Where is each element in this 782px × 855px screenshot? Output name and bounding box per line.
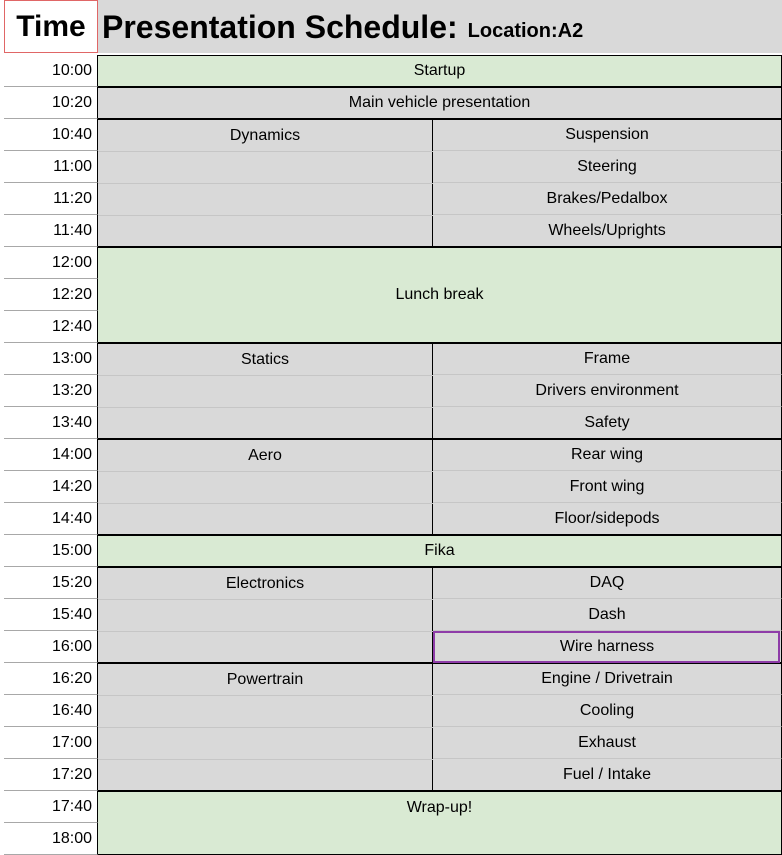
time-cell-text: 15:20 — [51, 573, 92, 591]
time-cell[interactable] — [4, 663, 98, 695]
topic-cell-text: Wire harness — [559, 637, 655, 655]
topic-cell-text: Cooling — [579, 701, 635, 719]
time-cell[interactable] — [4, 279, 98, 311]
header-title-cell[interactable] — [98, 0, 782, 53]
merged-session-cell[interactable] — [98, 55, 782, 87]
merged-session-cell[interactable] — [98, 247, 782, 343]
topic-cell[interactable] — [433, 695, 782, 727]
time-cell[interactable] — [4, 151, 98, 183]
time-cell[interactable] — [4, 599, 98, 631]
time-cell[interactable] — [4, 215, 98, 247]
time-cell[interactable] — [4, 727, 98, 759]
time-cell-text: 13:00 — [51, 349, 92, 367]
time-cell-text: 17:00 — [51, 733, 92, 751]
category-cell[interactable] — [98, 439, 433, 535]
time-cell[interactable] — [4, 695, 98, 727]
time-cell[interactable] — [4, 631, 98, 663]
time-cell-text: 14:20 — [51, 477, 92, 495]
category-cell-text: Electronics — [225, 575, 305, 592]
merged-session-cell-text: Wrap-up! — [406, 799, 473, 816]
category-cell-text: Aero — [248, 447, 282, 464]
topic-cell[interactable] — [433, 567, 782, 599]
time-cell-text: 10:20 — [51, 93, 92, 111]
topic-cell[interactable] — [433, 343, 782, 375]
time-cell[interactable] — [4, 343, 98, 375]
topic-cell[interactable] — [433, 599, 782, 631]
header-time-cell[interactable] — [4, 0, 98, 53]
time-cell-text: 14:00 — [51, 445, 92, 463]
time-cell[interactable] — [4, 119, 98, 151]
topic-cell[interactable] — [433, 503, 782, 535]
topic-cell[interactable] — [433, 439, 782, 471]
merged-session-cell[interactable] — [98, 535, 782, 567]
time-cell-text: 10:00 — [51, 61, 92, 79]
merged-session-cell[interactable] — [98, 87, 782, 119]
time-cell[interactable] — [4, 503, 98, 535]
time-cell[interactable] — [4, 823, 98, 855]
topic-cell-text: Brakes/Pedalbox — [546, 189, 668, 207]
time-cell-text: 18:00 — [51, 829, 92, 847]
time-cell-text: 16:40 — [51, 701, 92, 719]
time-cell[interactable] — [4, 759, 98, 791]
category-cell[interactable] — [98, 119, 433, 247]
time-cell-text: 15:40 — [51, 605, 92, 623]
time-cell[interactable] — [4, 87, 98, 119]
topic-cell-text: Exhaust — [578, 733, 636, 751]
category-cell[interactable] — [98, 567, 433, 663]
topic-cell-text: DAQ — [589, 574, 625, 591]
topic-cell-text: Frame — [583, 350, 631, 367]
topic-cell[interactable] — [433, 375, 782, 407]
merged-session-cell[interactable] — [98, 791, 782, 855]
merged-session-cell-text: Lunch break — [395, 286, 484, 303]
topic-cell[interactable] — [433, 215, 782, 247]
topic-cell-text: Fuel / Intake — [562, 765, 652, 783]
time-cell[interactable] — [4, 247, 98, 279]
time-cell-text: 11:40 — [53, 221, 92, 239]
topic-cell-text: Dash — [588, 605, 626, 623]
time-cell-text: 17:40 — [51, 797, 92, 815]
topic-cell[interactable] — [433, 471, 782, 503]
merged-session-cell-text: Main vehicle presentation — [348, 94, 531, 111]
topic-cell-text: Drivers environment — [535, 381, 679, 399]
merged-session-cell-text: Startup — [413, 62, 466, 79]
category-cell-text: Statics — [240, 351, 289, 368]
time-cell-text: 15:00 — [51, 541, 92, 559]
time-cell[interactable] — [4, 375, 98, 407]
topic-cell[interactable] — [433, 631, 782, 663]
time-cell-text: 16:00 — [51, 637, 92, 655]
topic-cell-text: Engine / Drivetrain — [541, 670, 673, 687]
time-cell-text: 17:20 — [51, 765, 92, 783]
topic-cell-text: Safety — [584, 413, 630, 431]
topic-cell-text: Wheels/Uprights — [548, 221, 666, 239]
topic-cell[interactable] — [433, 151, 782, 183]
category-cell[interactable] — [98, 663, 433, 791]
category-cell[interactable] — [98, 343, 433, 439]
time-cell[interactable] — [4, 311, 98, 343]
time-cell[interactable] — [4, 791, 98, 823]
time-cell[interactable] — [4, 407, 98, 439]
time-cell[interactable] — [4, 183, 98, 215]
page-title: Presentation Schedule: — [102, 8, 458, 45]
topic-cell-text: Steering — [577, 157, 637, 175]
time-cell-text: 11:20 — [53, 189, 92, 207]
time-cell-text: 12:40 — [51, 317, 92, 335]
topic-cell[interactable] — [433, 727, 782, 759]
category-cell-text: Dynamics — [229, 127, 301, 144]
time-cell-text: 13:40 — [51, 413, 92, 431]
location-label: Location:A2 — [467, 19, 584, 42]
topic-cell[interactable] — [433, 407, 782, 439]
time-cell-text: 11:00 — [53, 157, 92, 175]
time-cell-text: 12:00 — [51, 253, 92, 271]
time-cell[interactable] — [4, 471, 98, 503]
time-cell-text: 12:20 — [51, 285, 92, 303]
topic-cell[interactable] — [433, 759, 782, 791]
topic-cell-text: Rear wing — [570, 446, 644, 463]
time-cell[interactable] — [4, 567, 98, 599]
topic-cell[interactable] — [433, 183, 782, 215]
time-cell-text: 13:20 — [51, 381, 92, 399]
time-cell[interactable] — [4, 55, 98, 87]
topic-cell[interactable] — [433, 119, 782, 151]
category-cell-text: Powertrain — [226, 671, 304, 688]
topic-cell-text: Front wing — [569, 477, 645, 495]
header-time-label: Time — [16, 9, 86, 43]
time-cell-text: 16:20 — [51, 669, 92, 687]
time-cell[interactable] — [4, 439, 98, 471]
time-cell[interactable] — [4, 535, 98, 567]
time-cell-text: 10:40 — [51, 125, 92, 143]
topic-cell[interactable] — [433, 663, 782, 695]
merged-session-cell-text: Fika — [424, 542, 455, 559]
topic-cell-text: Suspension — [565, 126, 649, 143]
time-cell-text: 14:40 — [51, 509, 92, 527]
topic-cell-text: Floor/sidepods — [554, 509, 660, 527]
